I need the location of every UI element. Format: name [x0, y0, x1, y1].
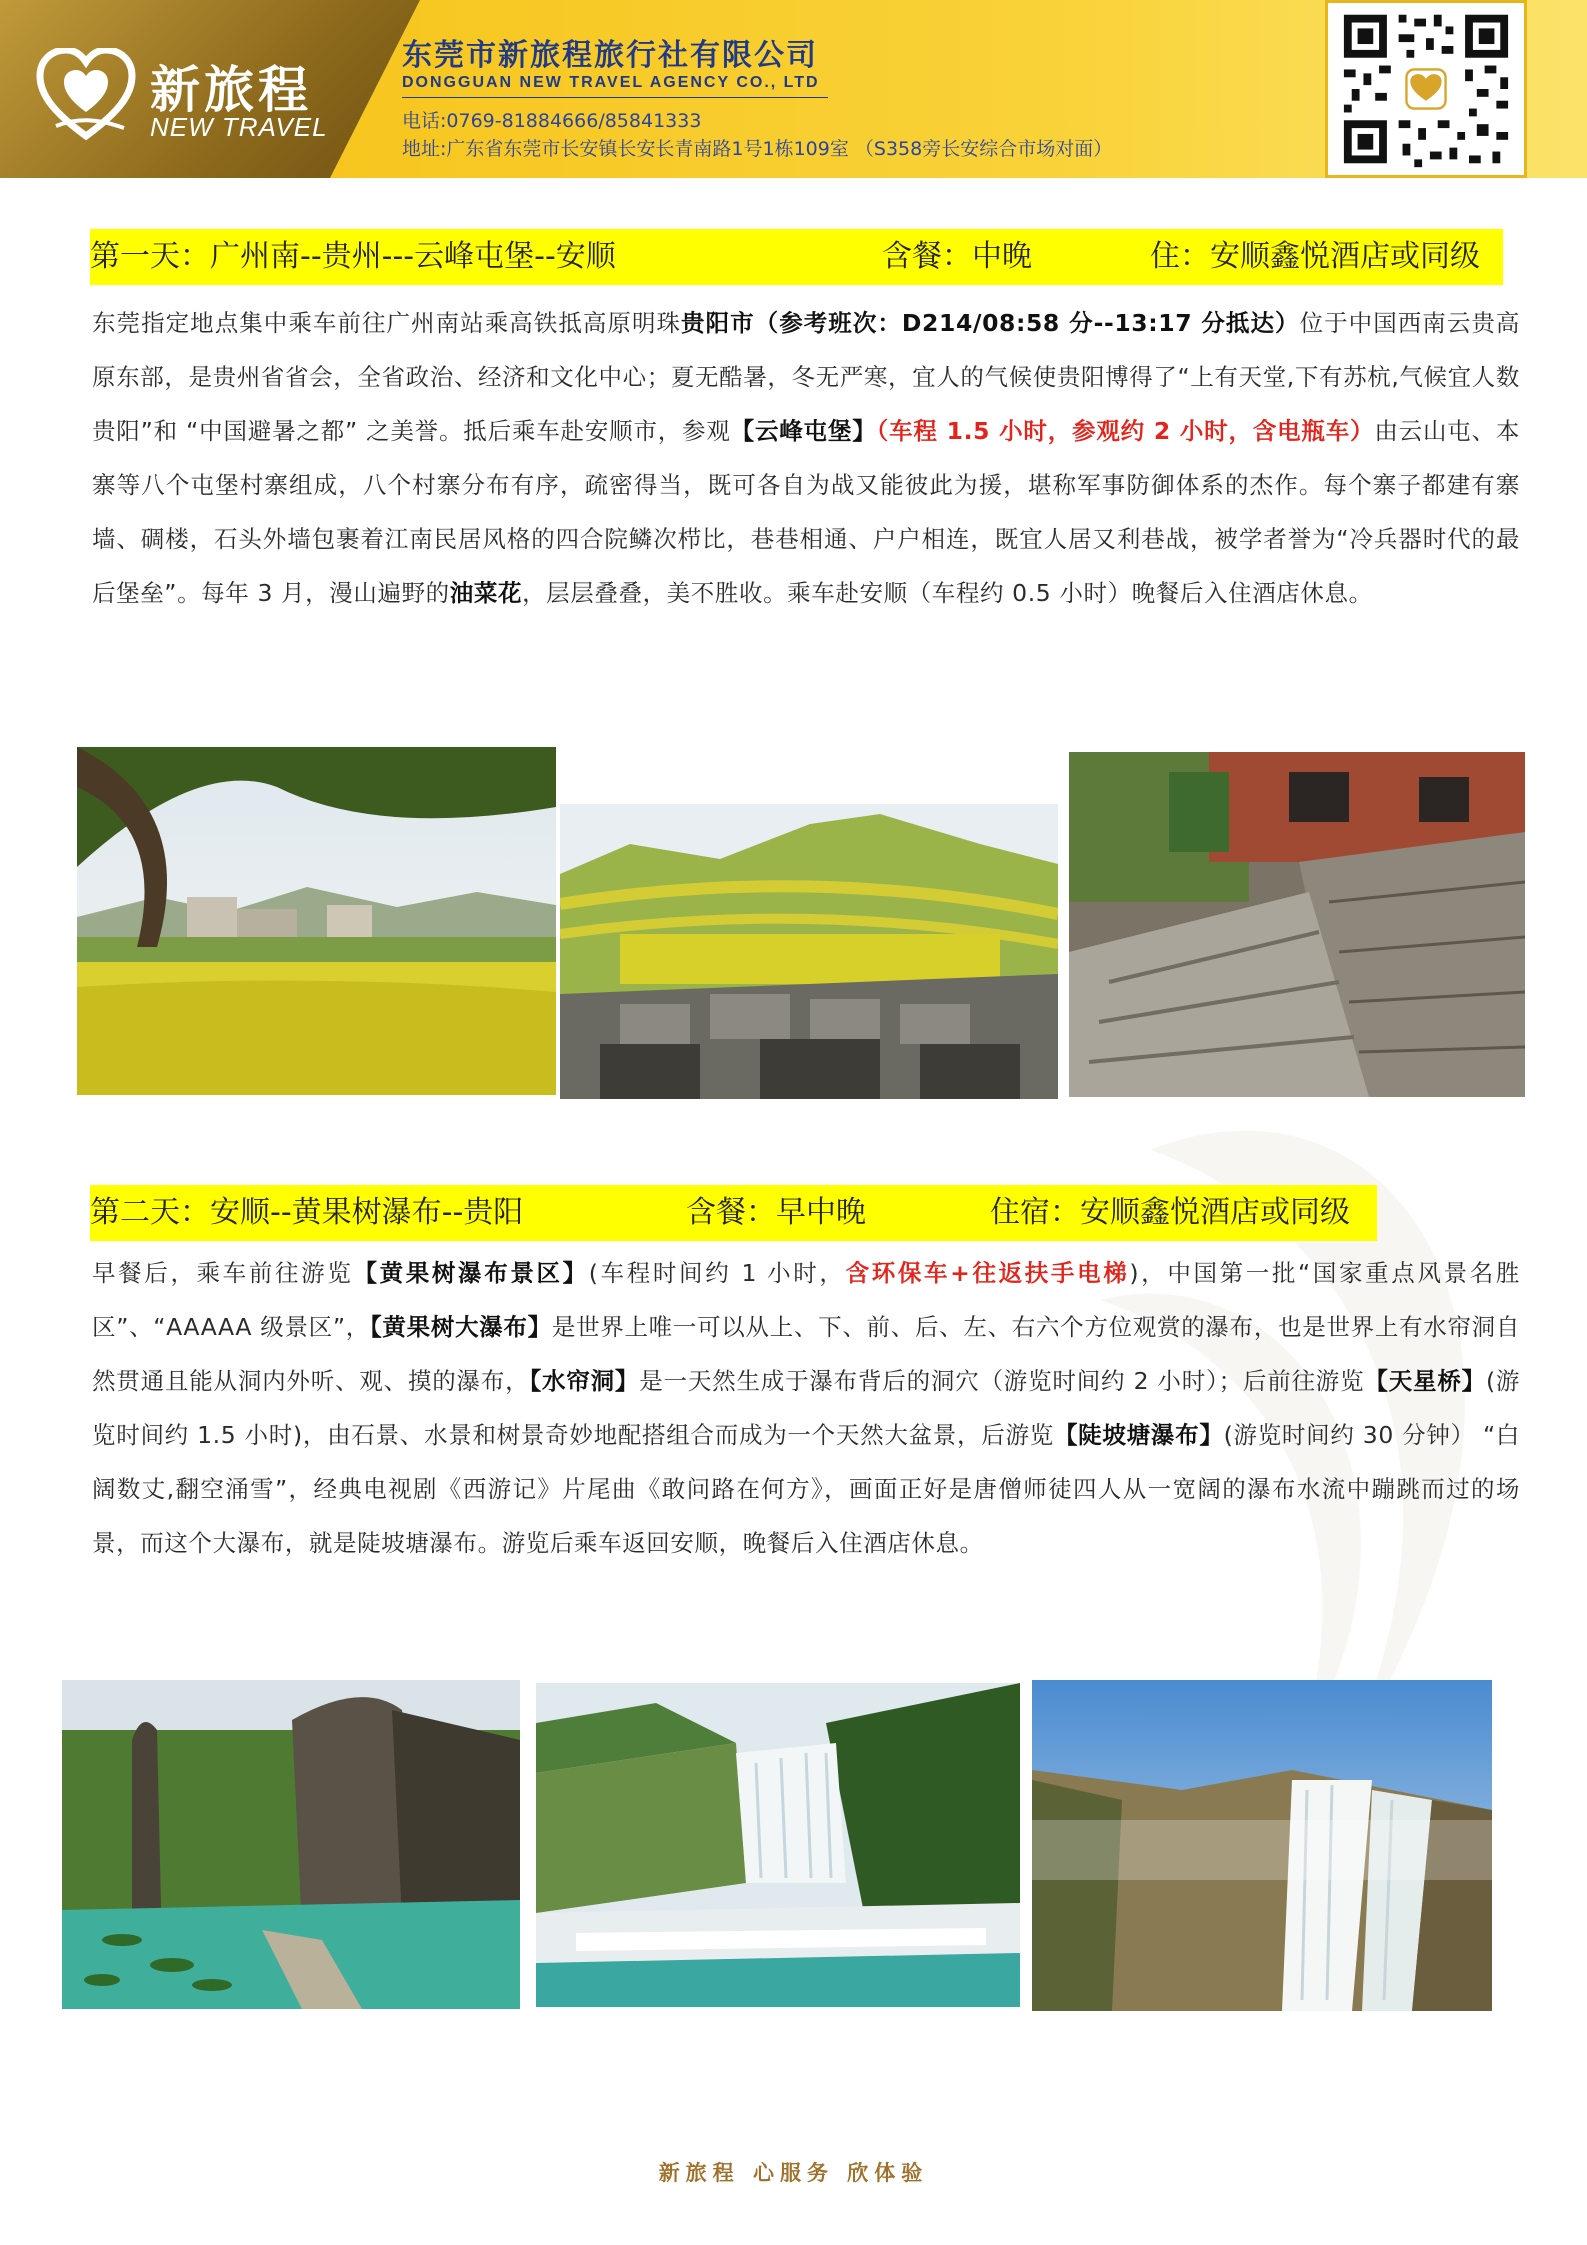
- company-name-cn: 东莞市新旅程旅行社有限公司: [402, 38, 818, 73]
- heart-logo-icon: [36, 48, 136, 140]
- day1-text-8: ，层层叠叠，美不胜收。乘车赴安顺（车程约 0.5 小时）晚餐后入住酒店休息。: [522, 579, 1373, 607]
- day1-title: 第一天：广州南--贵州---云峰屯堡--安顺: [90, 239, 616, 274]
- day2-text-1: 早餐后，乘车前往游览: [92, 1259, 354, 1287]
- photo-stone-alley: [1069, 752, 1525, 1097]
- day1-text-7: 油菜花: [449, 579, 523, 607]
- day2-text-9: 是一天然生成于瀑布背后的洞穴（游览时间约 2 小时）；后前往游览: [639, 1367, 1365, 1395]
- page-header: [0, 0, 1528, 178]
- day2-text-7: 是世界上唯一可以从上、下、前、后、左、右六个方位观赏的瀑布，也是世界上有水帘洞自然贯通且能从洞内外听、观、摸的瀑布，: [92, 1313, 1520, 1395]
- day1-text-6: 由云山屯、本寨等八个屯堡村寨组成，八个村寨分布有序，疏密得当，既可各自为战又能彼此为援，堪称军事防御体系的杰作。每个寨子都建有寨墙、碉楼，石头外墙包裹着江南民居风格的四合院鳞次栉比，巷巷相通、户户相连，既宜人居又利巷战，被学者誉为“冷兵器时代的最后堡垒”。每年 3 月，漫山遍野的: [92, 417, 1520, 607]
- company-address: 地址:广东省东莞市长安镇长安长青南路1号1栋109室 （S358旁长安综合市场对面）: [402, 138, 1113, 160]
- day2-heading: [90, 1185, 1377, 1241]
- day1-text-3: 位于中国西南云贵高原东部，是贵州省省会，全省政治、经济和文化中心；夏无酷暑，冬无严寒，宜人的气候使贵阳博得了“上有天堂,下有苏杭,气候宜人数贵阳”和 “中国避暑之都” 之美誉。抵后乘车赴安顺市，参观: [92, 309, 1521, 445]
- qr-code-icon: [1328, 3, 1524, 175]
- divider: [402, 97, 828, 98]
- day2-text-5: )，中国第一批“国家重点风景名胜区”、“AAAAA 级景区”，: [92, 1259, 1520, 1341]
- day2-text-10: 【天星桥】: [1364, 1367, 1486, 1395]
- photo-terraced-village: [560, 804, 1058, 1099]
- day2-text-6: 【黄果树大瀑布】: [369, 1313, 552, 1341]
- company-name-en: DONGGUAN NEW TRAVEL AGENCY CO., LTD: [402, 74, 820, 91]
- day1-lodging: 住：安顺鑫悦酒店或同级: [1150, 239, 1480, 274]
- brand-name-cn: 新旅程: [150, 61, 312, 119]
- day2-text-4: 含环保车+往返扶手电梯: [845, 1259, 1130, 1287]
- day2-text-11: (游览时间约 1.5 小时)，由石景、水景和树景奇妙地配搭组合而成为一个天然大盆景，后游览: [92, 1367, 1521, 1449]
- day1-text-2: 贵阳市（参考班次：D214/08:58 分--13:17 分抵达）: [681, 309, 1300, 337]
- day1-heading: [90, 229, 1503, 285]
- day2-text-8: 【水帘洞】: [529, 1367, 640, 1395]
- photo-waterfall-cliff: [1032, 1680, 1492, 2011]
- footer-slogan: 新旅程 心服务 欣体验: [658, 2161, 929, 2185]
- qr-code[interactable]: [1325, 0, 1527, 178]
- photo-huangguoshu-waterfall: [536, 1683, 1020, 2007]
- company-phone: 电话:0769-81884666/85841333: [402, 110, 702, 132]
- day2-text-3: (车程时间约 1 小时，: [588, 1259, 846, 1287]
- day1-meals: 含餐：中晚: [882, 239, 1032, 274]
- photo-rapeseed-field: [77, 747, 556, 1095]
- day2-lodging: 住宿：安顺鑫悦酒店或同级: [990, 1195, 1350, 1230]
- day2-text-13: (游览时间约 30 分钟） “白阔数丈,翻空涌雪”，经典电视剧《西游记》片尾曲《敢问路在何方》，画面正好是唐僧师徒四人从一宽阔的瀑布水流中蹦跳而过的场景，而这个大瀑布，就是陡坡塘瀑布。游览后乘车返回安顺，晚餐后入住酒店休息。: [92, 1421, 1520, 1557]
- day1-text-1: 东莞指定地点集中乘车前往广州南站乘高铁抵高原明珠: [92, 309, 682, 337]
- day2-text-2: 【黄果树瀑布景区】: [353, 1259, 589, 1287]
- day2-title: 第二天：安顺--黄果树瀑布--贵阳: [90, 1195, 524, 1230]
- day1-text-4: 【云峰屯堡】: [730, 417, 877, 445]
- day2-meals: 含餐：早中晚: [686, 1195, 866, 1230]
- day1-description: [92, 296, 1520, 620]
- day2-description: [92, 1246, 1520, 1570]
- day1-text-5: （车程 1.5 小时，参观约 2 小时，含电瓶车）: [876, 417, 1375, 445]
- brand-name-en: NEW TRAVEL: [150, 112, 328, 142]
- photo-stone-forest-pond: [62, 1680, 520, 2009]
- day2-text-12: 【陡坡塘瀑布】: [1053, 1421, 1224, 1449]
